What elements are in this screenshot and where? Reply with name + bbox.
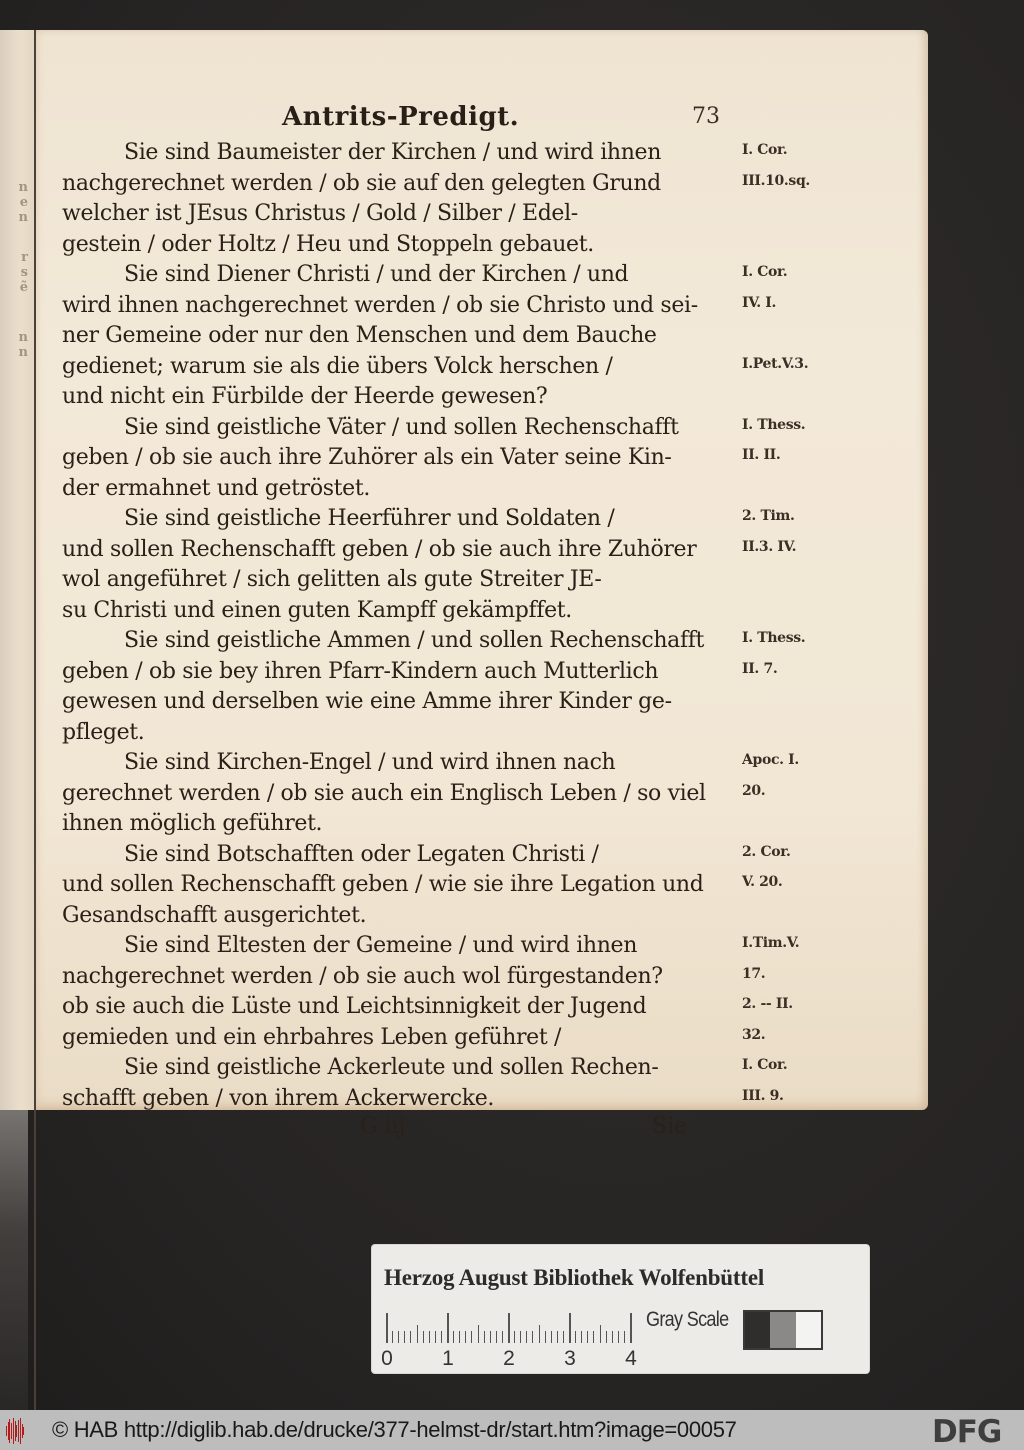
text-line	[62, 779, 766, 810]
line-text: und nicht ein Fürbilde der Heerde gewesen?	[62, 384, 548, 409]
marginal-reference: I. Cor.	[742, 264, 788, 280]
line-text: wird ihnen nachgerechnet werden / ob sie Christo und sei-	[62, 292, 698, 318]
text-line	[62, 840, 791, 871]
line-text: und sollen Rechenschafft geben / ob sie auch ihre Zuhörer	[62, 536, 697, 562]
text-line	[62, 291, 777, 322]
dfg-logo-icon: DFG	[932, 1414, 1002, 1450]
ruler-label: 3	[564, 1347, 576, 1370]
line-text: pfleget.	[62, 719, 145, 745]
ruler-tick	[532, 1331, 533, 1343]
book-page	[36, 30, 928, 1139]
ruler-tick	[514, 1331, 515, 1343]
marginal-reference: I. Cor.	[742, 142, 788, 158]
ruler-tick	[484, 1331, 485, 1343]
ruler-tick	[587, 1331, 588, 1343]
text-line	[62, 962, 766, 993]
ruler-tick	[447, 1313, 449, 1343]
line-text: wol angeführet / sich gelitten als gute Streiter JE-	[62, 567, 602, 592]
ruler-tick	[618, 1331, 619, 1343]
line-text: geben / ob sie bey ihren Pfarr-Kindern auch Mutterlich	[62, 658, 659, 684]
body-lines	[62, 138, 810, 1114]
ruler-tick	[471, 1331, 472, 1343]
text-line	[62, 626, 806, 657]
text-line	[62, 474, 722, 505]
text-line	[62, 535, 797, 566]
marginal-reference: Apoc. I.	[742, 752, 799, 768]
marginal-reference: III.10.sq.	[742, 172, 810, 189]
ruler-tick	[563, 1331, 564, 1343]
text-line	[62, 169, 810, 200]
line-text: ob sie auch die Lüste und Leichtsinnigkeit der Jugend	[62, 994, 647, 1019]
gray-scale-label: Gray Scale	[646, 1308, 729, 1331]
text-line	[62, 1053, 788, 1084]
marginal-reference: 2. Tim.	[742, 508, 795, 524]
line-text: ner Gemeine oder nur den Menschen und dem Bauche	[62, 323, 657, 348]
line-text: Sie sind Eltesten der Gemeine / und wird ihnen	[124, 933, 638, 958]
text-line	[62, 230, 722, 261]
marginal-reference: I. Thess.	[742, 416, 806, 433]
ruler-tick	[612, 1331, 613, 1343]
ruler-label: 0	[381, 1347, 393, 1370]
line-text: schafft geben / von ihrem Ackerwercke.	[62, 1085, 495, 1111]
page-footer-row	[62, 1114, 722, 1148]
line-text: Gesandschafft ausgerichtet.	[62, 902, 367, 928]
ruler-tick	[410, 1331, 411, 1343]
ruler-tick	[630, 1313, 632, 1343]
ruler-tick	[465, 1331, 466, 1343]
line-text: gedienet; warum sie als die übers Volck herschen /	[62, 353, 613, 379]
line-text: Sie sind Diener Christi / und der Kirchen / und	[124, 262, 629, 287]
signature-mark: G iij	[360, 1114, 406, 1139]
text-line	[62, 352, 809, 383]
text-line	[62, 748, 799, 779]
ruler-tick	[600, 1325, 601, 1343]
line-text: gemieden und ein ehrbahres Leben geführet /	[62, 1024, 562, 1050]
ruler-tick	[624, 1331, 625, 1343]
line-text: Sie sind Baumeister der Kirchen / und wird ihnen	[124, 140, 662, 165]
text-line	[62, 443, 781, 474]
marginal-reference: 20.	[742, 782, 766, 799]
ruler-tick	[551, 1331, 552, 1343]
ruler-tick	[496, 1331, 497, 1343]
ruler-tick	[398, 1331, 399, 1343]
ruler-tick	[581, 1331, 582, 1343]
ruler-tick	[404, 1331, 405, 1343]
text-line	[62, 1023, 766, 1054]
text-line	[62, 931, 800, 962]
ruler-tick	[459, 1331, 460, 1343]
line-text: Sie sind geistliche Ammen / und sollen Rechenschafft	[124, 628, 705, 653]
binding-shadow	[0, 1110, 28, 1410]
hab-logo-icon	[6, 1418, 24, 1444]
marginal-reference: II.3. IV.	[742, 538, 797, 555]
line-text: der ermahnet und getröstet.	[62, 475, 370, 501]
ruler-tick	[478, 1325, 479, 1343]
line-text: nachgerechnet werden / ob sie auf den gelegten Grund	[62, 170, 661, 196]
facing-page-edge: n e n r s ẽ n n	[0, 30, 34, 1110]
gray-swatch	[745, 1312, 770, 1348]
marginal-reference: 17.	[742, 965, 766, 982]
text-line	[62, 504, 795, 535]
library-name: Herzog August Bibliothek Wolfenbüttel	[384, 1265, 765, 1290]
catchword: Sie	[652, 1114, 688, 1139]
marginal-reference: I.Pet.V.3.	[742, 355, 809, 372]
ruler-label: 2	[503, 1347, 515, 1370]
line-text: gerechnet werden / ob sie auch ein Englisch Leben / so viel	[62, 780, 706, 806]
gray-swatch	[796, 1312, 821, 1348]
line-text: ihnen möglich geführet.	[62, 811, 323, 836]
ruler-tick	[429, 1331, 430, 1343]
marginal-reference: I. Cor.	[742, 1057, 788, 1073]
marginal-reference: III. 9.	[742, 1087, 784, 1104]
page-number: 73	[692, 104, 720, 129]
ruler-tick	[569, 1313, 571, 1343]
line-text: welcher ist JEsus Christus / Gold / Silber / Edel-	[62, 201, 578, 226]
text-line	[62, 901, 722, 932]
text-line	[62, 382, 722, 413]
line-text: Sie sind geistliche Väter / und sollen Rechenschafft	[124, 414, 679, 440]
marginal-reference: II. II.	[742, 447, 781, 463]
ruler-tick	[526, 1331, 527, 1343]
line-text: gewesen und derselben wie eine Amme ihrer Kinder ge-	[62, 689, 672, 714]
text-line	[62, 199, 722, 230]
ruler-tick	[606, 1331, 607, 1343]
gray-swatch	[770, 1312, 795, 1348]
marginal-reference: I. Thess.	[742, 630, 806, 646]
text-line	[62, 687, 722, 718]
running-head: Antrits-Predigt.	[282, 102, 520, 132]
footer-bar	[0, 1410, 1024, 1450]
text-line	[62, 809, 722, 840]
ruler-tick	[557, 1331, 558, 1343]
text-line	[62, 992, 793, 1023]
ruler-tick	[508, 1313, 510, 1343]
line-text: Sie sind Botschafften oder Legaten Christi /	[124, 841, 599, 867]
ruler-tick	[593, 1331, 594, 1343]
cm-ruler	[386, 1311, 632, 1347]
copyright-url[interactable]: © HAB http://diglib.hab.de/drucke/377-helmst-dr/start.htm?image=00057	[52, 1417, 737, 1442]
line-text: nachgerechnet werden / ob sie auch wol fürgestanden?	[62, 963, 663, 989]
marginal-reference: IV. I.	[742, 294, 777, 311]
marginal-reference: II. 7.	[742, 660, 778, 677]
ruler-label: 4	[625, 1347, 637, 1370]
line-text: geben / ob sie auch ihre Zuhörer als ein Vater seine Kin-	[62, 445, 672, 470]
ruler-tick	[392, 1331, 393, 1343]
marginal-reference: 2. Cor.	[742, 843, 791, 860]
ruler-tick	[441, 1331, 442, 1343]
text-line	[62, 260, 788, 291]
ruler-tick	[575, 1331, 576, 1343]
marginal-reference: V. 20.	[742, 874, 783, 890]
text-line	[62, 138, 788, 169]
ruler-tick	[386, 1313, 388, 1343]
gray-scale-swatches	[743, 1310, 823, 1350]
ruler-labels	[380, 1347, 640, 1369]
ruler-tick	[545, 1331, 546, 1343]
marginal-reference: I.Tim.V.	[742, 935, 800, 951]
ruler-tick	[435, 1331, 436, 1343]
line-text: Sie sind geistliche Ackerleute und sollen Rechen-	[124, 1055, 659, 1080]
ruler-label: 1	[442, 1347, 454, 1370]
ruler-tick	[502, 1331, 503, 1343]
marginal-reference: 2. -- II.	[742, 996, 793, 1012]
ruler-tick	[520, 1331, 521, 1343]
page-header	[62, 102, 722, 138]
text-line	[62, 718, 722, 749]
ruler-tick	[453, 1331, 454, 1343]
marginal-reference: 32.	[742, 1026, 766, 1043]
text-line	[62, 413, 806, 444]
line-text: Sie sind Kirchen-Engel / und wird ihnen nach	[124, 750, 616, 775]
text-line	[62, 565, 722, 596]
line-text: gestein / oder Holtz / Heu und Stoppeln gebauet.	[62, 231, 594, 257]
ruler-tick	[417, 1325, 418, 1343]
ruler-tick	[539, 1325, 540, 1343]
text-line	[62, 657, 778, 688]
ruler-tick	[490, 1331, 491, 1343]
line-text: su Christi und einen guten Kampff gekämpffet.	[62, 597, 572, 623]
ruler-tick	[423, 1331, 424, 1343]
text-line	[62, 596, 722, 627]
color-reference-card	[372, 1245, 869, 1373]
text-line	[62, 1084, 784, 1115]
text-line	[62, 321, 722, 352]
line-text: und sollen Rechenschafft geben / wie sie ihre Legation und	[62, 872, 704, 897]
line-text: Sie sind geistliche Heerführer und Soldaten /	[124, 506, 615, 531]
text-line	[62, 870, 783, 901]
page-text-block	[62, 102, 810, 1148]
